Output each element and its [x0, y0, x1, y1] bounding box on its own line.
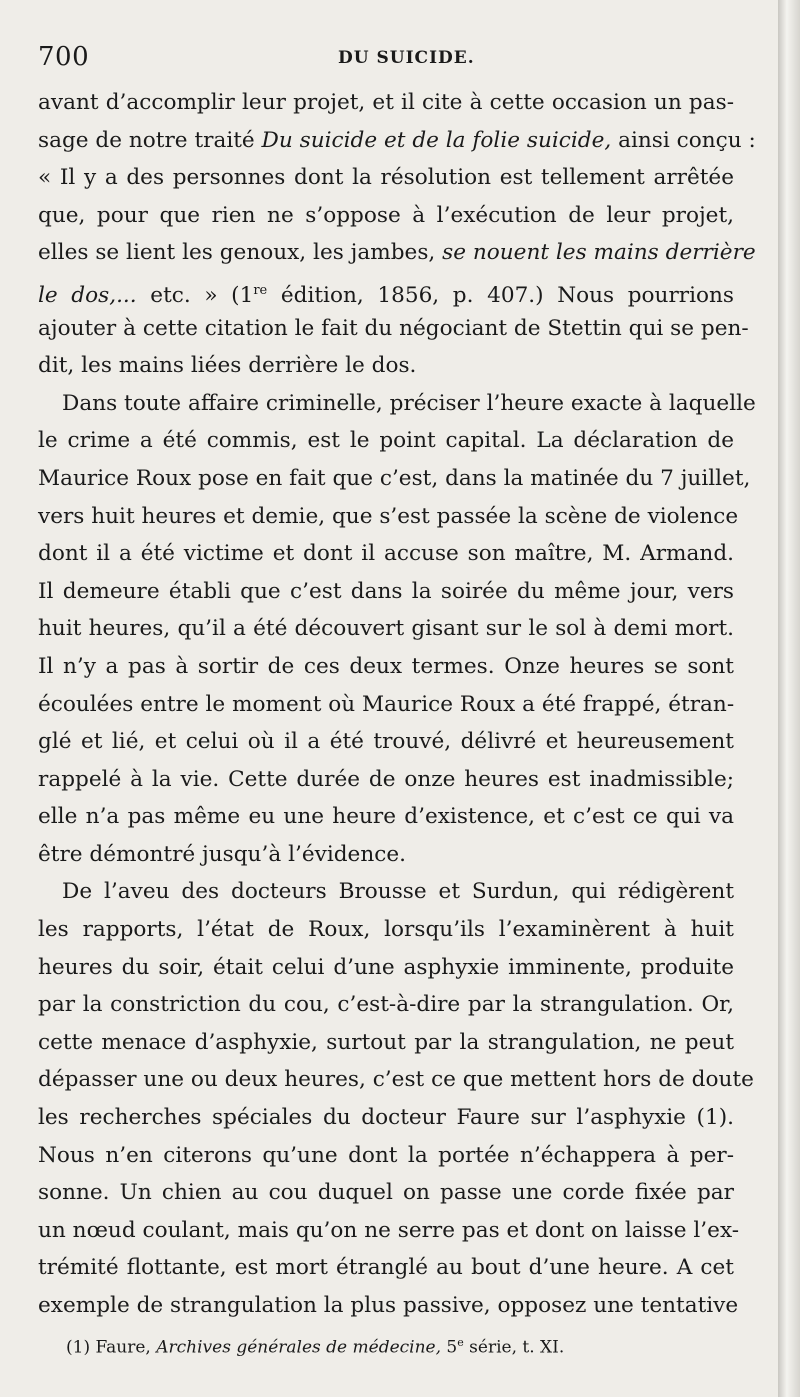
text-line: Maurice Roux pose en fait que c’est, dans la matinée du 7 juillet,: [38, 465, 751, 491]
text-line: le crime a été commis, est le point capital. La déclaration de: [38, 428, 734, 454]
italic-phrase: le dos,...: [38, 283, 137, 309]
page-number: 700: [38, 42, 90, 72]
text-line: De l’aveu des docteurs Brousse et Surdun, qui rédigèrent: [62, 879, 734, 905]
text-line: sonne. Un chien au cou duquel on passe une corde fixée par: [38, 1180, 734, 1206]
footnote: (1) Faure, Archives générales de médecine, 5e série, t. XI.: [66, 1336, 565, 1358]
text-line: trémité flottante, est mort étranglé au bout d’une heure. A cet: [38, 1255, 734, 1281]
running-title: DU SUICIDE.: [338, 48, 475, 68]
italic-phrase: se nouent les mains derrière: [442, 240, 756, 266]
text-line: Il demeure établi que c’est dans la soirée du même jour, vers: [38, 578, 734, 604]
text-line: « Il y a des personnes dont la résolution est tellement arrêtée: [38, 165, 734, 191]
text-line: être démontré jusqu’à l’évidence.: [38, 841, 406, 867]
text-line: Nous n’en citerons qu’une dont la portée n’échappera à per-: [38, 1142, 734, 1168]
text-line: dit, les mains liées derrière le dos.: [38, 353, 417, 379]
text-line: un nœud coulant, mais qu’on ne serre pas et dont on laisse l’ex-: [38, 1217, 740, 1243]
text-line: Il n’y a pas à sortir de ces deux termes. Onze heures se sont: [38, 653, 734, 679]
text-line: les rapports, l’état de Roux, lorsqu’ils l’examinèrent à huit: [38, 917, 734, 943]
text-line: les recherches spéciales du docteur Faure sur l’asphyxie (1).: [38, 1105, 734, 1131]
text-line: que, pour que rien ne s’oppose à l’exécution de leur projet,: [38, 202, 734, 228]
text-line: avant d’accomplir leur projet, et il cite à cette occasion un pas-: [38, 90, 734, 115]
text-line: elle n’a pas même eu une heure d’existence, et c’est ce qui va: [38, 804, 734, 830]
text-line: par la constriction du cou, c’est-à-dire par la strangulation. Or,: [38, 992, 734, 1018]
page-header: [38, 42, 738, 76]
text-line: heures du soir, était celui d’une asphyxie imminente, produite: [38, 954, 734, 980]
text-line: dépasser une ou deux heures, c’est ce que mettent hors de doute: [38, 1067, 754, 1093]
text-line: cette menace d’asphyxie, surtout par la strangulation, ne peut: [38, 1029, 734, 1055]
text-line: ajouter à cette citation le fait du négociant de Stettin qui se pen-: [38, 315, 749, 341]
body-text: [38, 84, 756, 1325]
italic-title: Du suicide et de la folie suicide,: [261, 127, 612, 153]
text-line: glé et lié, et celui où il a été trouvé, délivré et heureusement: [38, 729, 734, 755]
text-line: rappelé à la vie. Cette durée de onze heures est inadmissible;: [38, 766, 734, 792]
text-line: le dos,... etc. » (1re édition, 1856, p. 407.) Nous pourrions: [38, 282, 734, 309]
page-edge: [778, 0, 800, 1397]
text-line: elles se lient les genoux, les jambes, se nouent les mains derrière: [38, 240, 756, 266]
text-line: écoulées entre le moment où Maurice Roux a été frappé, étran-: [38, 691, 735, 717]
text-line: huit heures, qu’il a été découvert gisant sur le sol à demi mort.: [38, 616, 734, 642]
text-line: sage de notre traité Du suicide et de la folie suicide, ainsi conçu :: [38, 127, 756, 153]
text-line: vers huit heures et demie, que s’est passée la scène de violence: [38, 503, 739, 529]
text-line: Dans toute affaire criminelle, préciser l’heure exacte à laquelle: [62, 390, 756, 416]
text-line: exemple de strangulation la plus passive, opposez une tentative: [38, 1293, 739, 1318]
text-line: dont il a été victime et dont il accuse son maître, M. Armand.: [38, 541, 734, 567]
